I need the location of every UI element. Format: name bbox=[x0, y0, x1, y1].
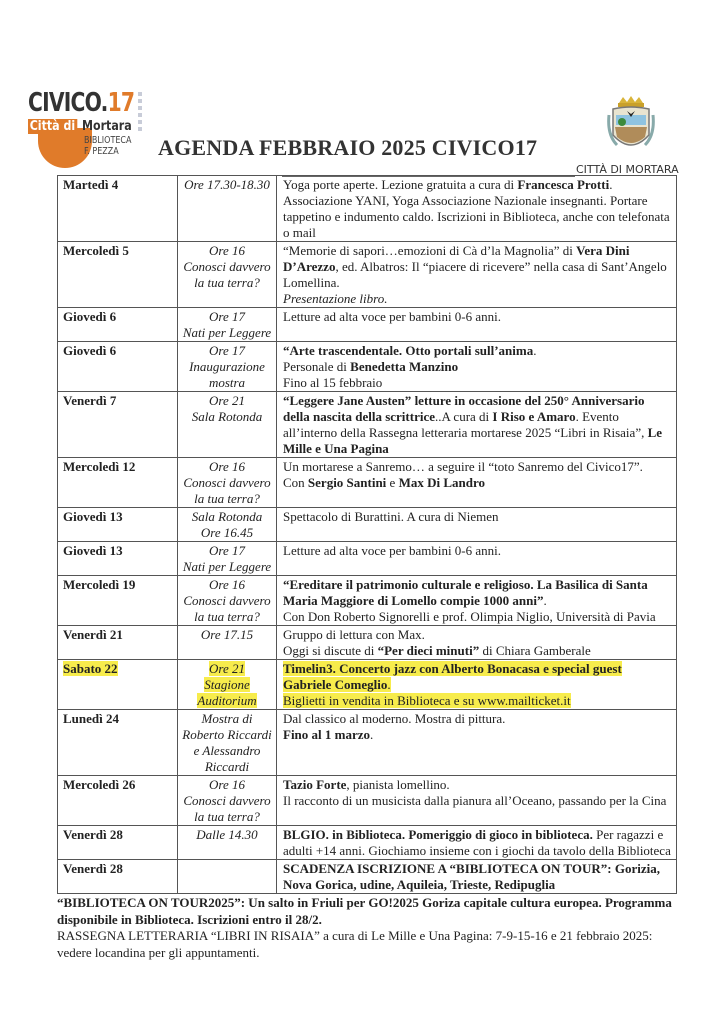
description-text: “Per dieci minuti” bbox=[377, 643, 480, 658]
logo-citta: Città di bbox=[29, 119, 76, 134]
description-text: letture in occasione del 250° Anniversario della nascita della scrittrice bbox=[283, 393, 645, 424]
time-text: Auditorium bbox=[197, 693, 257, 708]
description-text: . Associazione YANI, Yoga Associazione Nazionale insegnanti. Portare tappetino e indumento caldo. Iscrizioni in Biblioteca, anche con telefonata o mail bbox=[283, 177, 670, 240]
time-text: Ore 16 bbox=[209, 459, 245, 474]
description-line bbox=[283, 177, 671, 241]
logo-civico bbox=[28, 88, 134, 118]
description-line bbox=[283, 643, 671, 659]
description-text: Presentazione libro. bbox=[283, 291, 388, 306]
time-text: Conosci davvero bbox=[183, 793, 271, 808]
description-line bbox=[283, 727, 671, 743]
description-text: Max Di Landro bbox=[398, 475, 486, 490]
logo-civico-text: CIVICO. bbox=[28, 88, 108, 118]
time-line bbox=[180, 777, 274, 793]
time-line bbox=[180, 609, 274, 625]
description-text: Per ragazzi e adulti +14 anni. Giochiamo insieme con i giochi da tavolo della Biblioteca bbox=[283, 827, 671, 858]
time-cell bbox=[178, 576, 277, 626]
description-line bbox=[283, 393, 671, 457]
day-cell bbox=[58, 576, 178, 626]
description-text: Con Don Roberto Signorelli e prof. Olimpia Niglio, Università di Pavia bbox=[283, 609, 656, 624]
day-cell bbox=[58, 660, 178, 710]
agenda-row bbox=[58, 626, 677, 660]
day-cell bbox=[58, 176, 178, 242]
description-text: Spettacolo di Burattini. A cura di Niemen bbox=[283, 509, 499, 524]
description-text: , ed. Albatros: Il “piacere di ricevere” nella casa di Sant’Angelo Lomellina. bbox=[283, 259, 667, 290]
description-text: Oggi si discute di bbox=[283, 643, 378, 658]
city-crest-icon bbox=[605, 95, 657, 157]
description-cell bbox=[277, 860, 677, 894]
description-text: Biglietti in vendita in Biblioteca e su www.mailticket.it bbox=[283, 693, 571, 708]
day-cell bbox=[58, 508, 178, 542]
description-cell bbox=[277, 508, 677, 542]
description-line bbox=[283, 543, 671, 559]
description-text: Fino al 1 marzo bbox=[283, 727, 371, 742]
agenda-row bbox=[58, 176, 677, 242]
day-cell bbox=[58, 710, 178, 776]
description-text: . bbox=[543, 593, 547, 608]
description-line bbox=[283, 577, 671, 609]
agenda-row bbox=[58, 308, 677, 342]
day-cell bbox=[58, 626, 178, 660]
time-text: Riccardi bbox=[204, 759, 250, 774]
time-cell bbox=[178, 776, 277, 826]
time-text: Ore 21 bbox=[209, 661, 245, 676]
time-text: Ore 17.30-18.30 bbox=[184, 177, 270, 192]
civico17-logo bbox=[28, 88, 153, 168]
description-text: Letture ad alta voce per bambini 0-6 anni. bbox=[283, 309, 502, 324]
logo-mortara: Mortara bbox=[82, 119, 132, 134]
event-day: Sabato 22 bbox=[63, 661, 118, 676]
description-text: Yoga porte aperte. Lezione gratuita a cura di bbox=[283, 177, 518, 192]
description-text: “Arte trascendentale. Otto portali sull’anima bbox=[283, 343, 534, 358]
description-line bbox=[283, 627, 671, 643]
description-text: Francesca Protti bbox=[517, 177, 610, 192]
time-text: Ore 17 bbox=[209, 543, 245, 558]
time-text: Conosci davvero bbox=[183, 593, 271, 608]
description-text: Vera Dini D’Arezzo bbox=[283, 243, 630, 274]
time-text: Conosci davvero bbox=[183, 475, 271, 490]
time-text: Ore 17 bbox=[209, 343, 245, 358]
time-text: Dalle 14.30 bbox=[196, 827, 258, 842]
description-text: di Chiara Gamberale bbox=[479, 643, 591, 658]
time-line bbox=[180, 459, 274, 475]
agenda-row bbox=[58, 826, 677, 860]
description-cell bbox=[277, 342, 677, 392]
description-line bbox=[283, 827, 671, 859]
description-text: “Memorie di sapori…emozioni di Cà d’la Magnolia” di bbox=[283, 243, 577, 258]
description-text: Con bbox=[283, 475, 308, 490]
time-line bbox=[180, 793, 274, 809]
time-text: Inaugurazione bbox=[189, 359, 265, 374]
logo-dots bbox=[138, 92, 142, 134]
description-cell bbox=[277, 576, 677, 626]
description-text: ..A cura di bbox=[435, 409, 493, 424]
page-title: AGENDA FEBBRAIO 2025 CIVICO17 bbox=[158, 135, 538, 160]
event-day: Mercoledì 19 bbox=[63, 577, 136, 592]
time-cell bbox=[178, 508, 277, 542]
agenda-table bbox=[57, 175, 677, 894]
footer-biblioteca-on-tour: “BIBLIOTECA ON TOUR2025”: Un salto in Friuli per GO!2025 Goriza capitale cultura europea. Programma disponibile in Biblioteca. Iscrizioni entro il 28/2. bbox=[57, 895, 672, 927]
description-text: “Ereditare il patrimonio culturale e religioso. La Basilica di Santa Maria Maggiore di Lomello compie 1000 anni” bbox=[283, 577, 648, 608]
time-text: la tua terra? bbox=[194, 275, 260, 290]
description-cell bbox=[277, 176, 677, 242]
time-text: Ore 21 bbox=[209, 393, 245, 408]
time-line bbox=[180, 375, 274, 391]
event-day: Mercoledì 12 bbox=[63, 459, 136, 474]
agenda-row bbox=[58, 542, 677, 576]
time-cell bbox=[178, 308, 277, 342]
time-line bbox=[180, 309, 274, 325]
footer-notes bbox=[57, 895, 677, 961]
time-line bbox=[180, 359, 274, 375]
description-text: Un mortarese a Sanremo… a seguire il “toto Sanremo del Civico17”. bbox=[283, 459, 643, 474]
time-text: Mostra di bbox=[201, 711, 253, 726]
description-line bbox=[283, 509, 671, 525]
time-text: Nati per Leggere bbox=[182, 325, 272, 340]
time-cell bbox=[178, 392, 277, 458]
agenda-table-body bbox=[58, 176, 677, 894]
time-text: la tua terra? bbox=[194, 609, 260, 624]
event-day: Venerdì 21 bbox=[63, 627, 123, 642]
time-text: Ore 17 bbox=[209, 309, 245, 324]
description-cell bbox=[277, 776, 677, 826]
description-cell bbox=[277, 308, 677, 342]
time-cell bbox=[178, 710, 277, 776]
description-text: Tazio Forte bbox=[283, 777, 347, 792]
logo-pezza: F. PEZZA bbox=[84, 146, 119, 157]
time-text: la tua terra? bbox=[194, 809, 260, 824]
agenda-row bbox=[58, 508, 677, 542]
description-text: I Riso e Amaro bbox=[492, 409, 576, 424]
time-cell bbox=[178, 342, 277, 392]
agenda-row bbox=[58, 342, 677, 392]
time-cell bbox=[178, 826, 277, 860]
description-line bbox=[283, 243, 671, 291]
time-cell bbox=[178, 542, 277, 576]
time-line bbox=[180, 343, 274, 359]
description-text: . bbox=[387, 677, 391, 692]
time-line bbox=[180, 243, 274, 259]
description-cell bbox=[277, 826, 677, 860]
description-line bbox=[283, 861, 671, 893]
time-line bbox=[180, 177, 274, 193]
time-text: Ore 16.45 bbox=[200, 525, 254, 540]
day-cell bbox=[58, 860, 178, 894]
event-day: Mercoledì 26 bbox=[63, 777, 136, 792]
description-text: Le Mille e Una Pagina bbox=[283, 425, 663, 456]
time-cell bbox=[178, 458, 277, 508]
day-cell bbox=[58, 392, 178, 458]
agenda-row bbox=[58, 860, 677, 894]
time-line bbox=[180, 525, 274, 541]
time-cell bbox=[178, 176, 277, 242]
description-line bbox=[283, 375, 671, 391]
time-line bbox=[180, 409, 274, 425]
event-day: Venerdì 28 bbox=[63, 861, 123, 876]
footer-rassegna: RASSEGNA LETTERARIA “LIBRI IN RISAIA” a cura di Le Mille e Una Pagina: 7-9-15-16 e 21 febbraio 2025: vedere locandina per gli appuntamenti. bbox=[57, 928, 653, 960]
description-line bbox=[283, 711, 671, 727]
description-text: BLGIO. in Biblioteca. Pomeriggio di gioco in biblioteca. bbox=[283, 827, 593, 842]
time-text: Sala Rotonda bbox=[191, 409, 263, 424]
description-text: . bbox=[370, 727, 374, 742]
event-day: Venerdì 28 bbox=[63, 827, 123, 842]
description-text: . Evento all’interno della Rassegna letteraria mortarese 2025 “Libri in Risaia”, bbox=[283, 409, 648, 440]
description-text: Fino al 15 febbraio bbox=[283, 375, 383, 390]
time-text: Roberto Riccardi bbox=[182, 727, 272, 742]
description-text: Il racconto di un musicista dalla pianura all’Oceano, passando per la Cina bbox=[283, 793, 667, 808]
time-text: Nati per Leggere bbox=[182, 559, 272, 574]
time-text: Ore 16 bbox=[209, 577, 245, 592]
description-text: SCADENZA ISCRIZIONE A “BIBLIOTECA ON TOUR”: Gorizia, Nova Gorica, udine, Aquileia, Trieste, Redipuglia bbox=[283, 861, 660, 892]
description-line bbox=[283, 291, 671, 307]
time-line bbox=[180, 743, 274, 759]
description-text: . bbox=[533, 343, 537, 358]
event-day: Lunedì 24 bbox=[63, 711, 119, 726]
description-text: Letture ad alta voce per bambini 0-6 anni. bbox=[283, 543, 502, 558]
description-cell bbox=[277, 542, 677, 576]
day-cell bbox=[58, 342, 178, 392]
description-cell bbox=[277, 660, 677, 710]
description-line bbox=[283, 359, 671, 375]
time-line bbox=[180, 491, 274, 507]
time-text: Stagione bbox=[204, 677, 250, 692]
logo-number: 17 bbox=[107, 88, 135, 118]
description-line bbox=[283, 459, 671, 475]
crest-label: CITTÀ DI MORTARA bbox=[576, 163, 679, 176]
time-line bbox=[180, 475, 274, 491]
description-cell bbox=[277, 392, 677, 458]
description-text: , pianista lomellino. bbox=[346, 777, 450, 792]
agenda-row bbox=[58, 242, 677, 308]
event-day: Martedì 4 bbox=[63, 177, 119, 192]
day-cell bbox=[58, 458, 178, 508]
time-line bbox=[180, 661, 274, 677]
time-line bbox=[180, 759, 274, 775]
time-text: Sala Rotonda bbox=[191, 509, 263, 524]
description-cell bbox=[277, 626, 677, 660]
time-text: mostra bbox=[208, 375, 246, 390]
time-line bbox=[180, 727, 274, 743]
time-cell bbox=[178, 860, 277, 894]
time-text: Conosci davvero bbox=[183, 259, 271, 274]
time-line bbox=[180, 809, 274, 825]
description-text: Timelin3. Concerto jazz con Alberto Bonacasa e special guest Gabriele Comeglio bbox=[283, 661, 622, 692]
agenda-row bbox=[58, 776, 677, 826]
agenda-row bbox=[58, 576, 677, 626]
time-line bbox=[180, 577, 274, 593]
description-line bbox=[283, 693, 671, 709]
time-line bbox=[180, 325, 274, 341]
event-day: Giovedì 6 bbox=[63, 343, 117, 358]
day-cell bbox=[58, 308, 178, 342]
time-text: Ore 16 bbox=[209, 777, 245, 792]
day-cell bbox=[58, 542, 178, 576]
time-text: Ore 16 bbox=[209, 243, 245, 258]
description-line bbox=[283, 609, 671, 625]
agenda-row bbox=[58, 710, 677, 776]
description-text: Dal classico al moderno. Mostra di pittura. bbox=[283, 711, 506, 726]
agenda-row bbox=[58, 660, 677, 710]
description-text: “Leggere Jane Austen” bbox=[283, 393, 412, 408]
time-line bbox=[180, 509, 274, 525]
time-line bbox=[180, 827, 274, 843]
event-day: Venerdì 7 bbox=[63, 393, 117, 408]
description-text: Sergio Santini bbox=[307, 475, 387, 490]
logo-biblioteca bbox=[84, 135, 131, 157]
description-line bbox=[283, 309, 671, 325]
time-line bbox=[180, 275, 274, 291]
event-day: Mercoledì 5 bbox=[63, 243, 129, 258]
time-line bbox=[180, 677, 274, 693]
time-cell bbox=[178, 242, 277, 308]
time-text: e Alessandro bbox=[193, 743, 261, 758]
event-day: Giovedì 13 bbox=[63, 509, 123, 524]
time-line bbox=[180, 711, 274, 727]
description-cell bbox=[277, 458, 677, 508]
description-line bbox=[283, 793, 671, 809]
time-line bbox=[180, 559, 274, 575]
day-cell bbox=[58, 776, 178, 826]
description-line bbox=[283, 343, 671, 359]
time-line bbox=[180, 543, 274, 559]
time-line bbox=[180, 259, 274, 275]
description-line bbox=[283, 661, 671, 693]
time-line bbox=[180, 627, 274, 643]
event-day: Giovedì 6 bbox=[63, 309, 117, 324]
day-cell bbox=[58, 242, 178, 308]
description-line bbox=[283, 475, 671, 491]
day-cell bbox=[58, 826, 178, 860]
time-text: Ore 17.15 bbox=[200, 627, 254, 642]
description-text: Personale di bbox=[283, 359, 351, 374]
description-cell bbox=[277, 710, 677, 776]
time-cell bbox=[178, 660, 277, 710]
time-cell bbox=[178, 626, 277, 660]
time-line bbox=[180, 393, 274, 409]
agenda-row bbox=[58, 458, 677, 508]
logo-biblioteca-text: BIBLIOTECA bbox=[84, 135, 132, 146]
time-line bbox=[180, 593, 274, 609]
description-cell bbox=[277, 242, 677, 308]
event-day: Giovedì 13 bbox=[63, 543, 123, 558]
time-text: la tua terra? bbox=[194, 491, 260, 506]
agenda-row bbox=[58, 392, 677, 458]
description-text: Gruppo di lettura con Max. bbox=[283, 627, 425, 642]
description-text: Benedetta Manzino bbox=[350, 359, 459, 374]
description-line bbox=[283, 777, 671, 793]
description-text: e bbox=[386, 475, 399, 490]
time-line bbox=[180, 693, 274, 709]
